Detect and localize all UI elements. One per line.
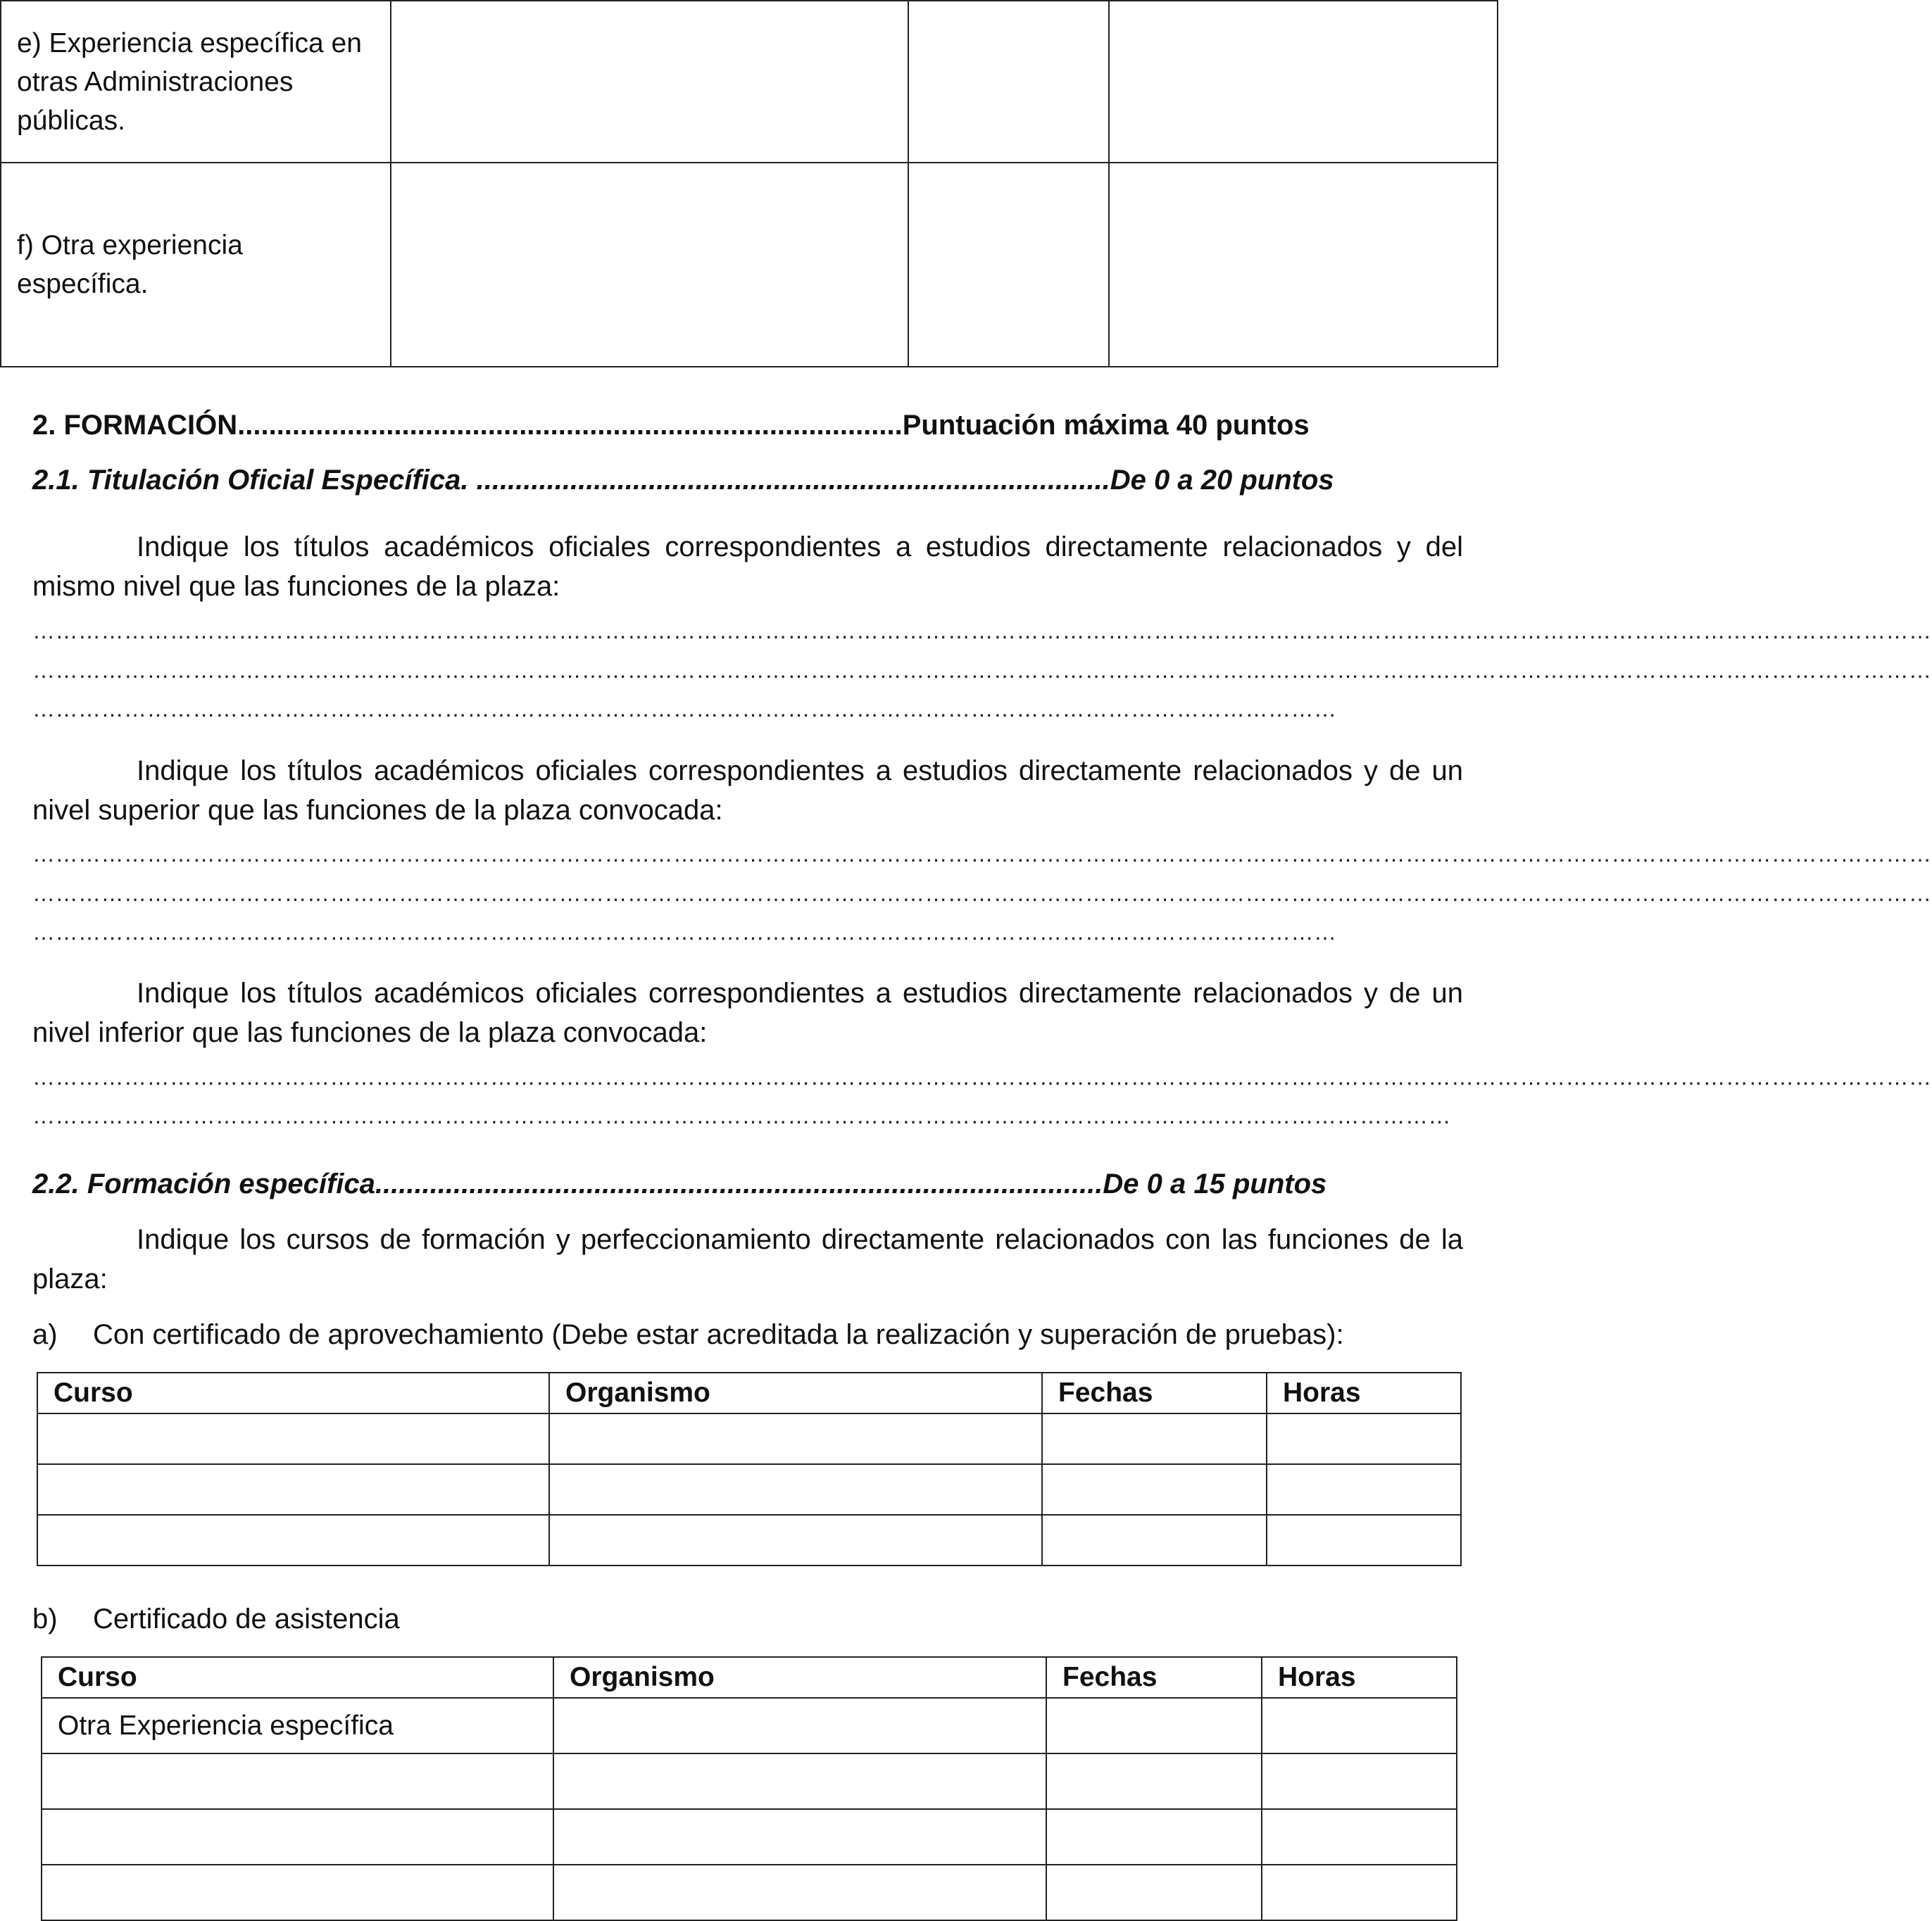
- experience-cell[interactable]: [908, 163, 1109, 367]
- experience-cell[interactable]: [391, 163, 908, 367]
- table-cell[interactable]: [1262, 1809, 1457, 1865]
- experience-cell[interactable]: [1109, 1, 1498, 163]
- table-cell[interactable]: Otra Experiencia específica: [42, 1698, 553, 1753]
- answer-line[interactable]: ………………………………………………………………………………………………………………………………………………………: [32, 919, 1337, 945]
- item-b-marker: b): [32, 1604, 58, 1635]
- item-a-marker: a): [32, 1319, 58, 1350]
- table-row: [37, 1515, 1461, 1566]
- table-row: [42, 1753, 1457, 1809]
- experience-cell[interactable]: [1109, 163, 1498, 367]
- subsection-heading-formacion-especifica: 2.2. Formación específica.............................................................................................De 0 a 15 puntos: [32, 1169, 1327, 1199]
- instruction-paragraph: Indique los títulos académicos oficiales correspondientes a estudios directamente relacionados y de un nivel superior que las funciones de la plaza convocada:: [32, 755, 1463, 826]
- experience-table: [0, 0, 1498, 367]
- table-row: [37, 1413, 1461, 1464]
- table-row: [42, 1698, 1457, 1753]
- table-cell[interactable]: [1267, 1515, 1461, 1566]
- item-b-label: [32, 1601, 400, 1637]
- table-cell[interactable]: [1267, 1464, 1461, 1515]
- table-header-row: [42, 1657, 1457, 1698]
- table-cell[interactable]: [1262, 1698, 1457, 1753]
- answer-line[interactable]: ………………………………………………………………………………………………………………………………………………………: [32, 696, 1337, 722]
- answer-line[interactable]: ……………………………………………………………………………………………………………………………………………………………………………………………………………………………: [32, 881, 1932, 906]
- table-cell[interactable]: [1046, 1865, 1262, 1920]
- table-cell[interactable]: [549, 1515, 1042, 1566]
- instruction-paragraph: Indique los cursos de formación y perfeccionamiento directamente relacionados con las funciones de la plaza:: [32, 1224, 1463, 1295]
- table-cell[interactable]: [1042, 1464, 1267, 1515]
- table-cell[interactable]: [37, 1464, 549, 1515]
- item-a-label: [32, 1317, 1344, 1352]
- table-cell[interactable]: [553, 1698, 1046, 1753]
- answer-line[interactable]: ……………………………………………………………………………………………………………………………………………………………………………………………………………………………: [32, 657, 1932, 683]
- table-cell[interactable]: [1267, 1413, 1461, 1464]
- table-cell[interactable]: [42, 1809, 553, 1865]
- table-header-row: [37, 1373, 1461, 1413]
- item-a-text: Con certificado de aprovechamiento (Debe estar acreditada la realización y superación de pruebas):: [93, 1319, 1344, 1350]
- column-header-fechas: Fechas: [1046, 1657, 1262, 1698]
- table-row: [37, 1464, 1461, 1515]
- section-heading-formacion: 2. FORMACIÓN.....................................................................................Puntuación máxima 40 puntos: [32, 410, 1310, 441]
- table-cell[interactable]: [553, 1809, 1046, 1865]
- answer-line[interactable]: ……………………………………………………………………………………………………………………………………………………………………………………………………………………………: [32, 1064, 1932, 1090]
- table-cell[interactable]: [1042, 1413, 1267, 1464]
- table-cell[interactable]: [549, 1464, 1042, 1515]
- table-cell[interactable]: [37, 1515, 549, 1566]
- table-cell[interactable]: [1046, 1809, 1262, 1865]
- table-cell[interactable]: [1262, 1753, 1457, 1809]
- column-header-curso: Curso: [37, 1373, 549, 1413]
- table-row: [42, 1809, 1457, 1865]
- column-header-fechas: Fechas: [1042, 1373, 1267, 1413]
- courses-table-asistencia: [41, 1656, 1457, 1921]
- instruction-paragraph: Indique los títulos académicos oficiales correspondientes a estudios directamente relacionados y del mismo nivel que las funciones de la plaza:: [32, 531, 1463, 602]
- table-cell[interactable]: [42, 1753, 553, 1809]
- subsection-heading-titulacion: 2.1. Titulación Oficial Específica. .................................................................................De 0 a 20 puntos: [32, 465, 1334, 496]
- answer-line[interactable]: ……………………………………………………………………………………………………………………………………………………………………: [32, 1103, 1451, 1128]
- column-header-organismo: Organismo: [549, 1373, 1042, 1413]
- instruction-paragraph: Indique los títulos académicos oficiales correspondientes a estudios directamente relacionados y de un nivel inferior que las funciones de la plaza convocada:: [32, 978, 1463, 1048]
- column-header-organismo: Organismo: [553, 1657, 1046, 1698]
- table-row: [1, 163, 1498, 367]
- table-cell[interactable]: [1262, 1865, 1457, 1920]
- courses-table-aprovechamiento: [37, 1372, 1462, 1566]
- answer-line[interactable]: ……………………………………………………………………………………………………………………………………………………………………………………………………………………………: [32, 841, 1932, 867]
- item-b-text: Certificado de asistencia: [93, 1604, 400, 1635]
- column-header-horas: Horas: [1262, 1657, 1457, 1698]
- table-row: [42, 1865, 1457, 1920]
- table-cell[interactable]: [37, 1413, 549, 1464]
- table-cell[interactable]: [553, 1865, 1046, 1920]
- column-header-curso: Curso: [42, 1657, 553, 1698]
- table-cell[interactable]: [42, 1865, 553, 1920]
- experience-label-e: e) Experiencia específica en otras Administraciones públicas.: [1, 1, 391, 163]
- table-cell[interactable]: [1042, 1515, 1267, 1566]
- table-cell[interactable]: [1046, 1698, 1262, 1753]
- answer-line[interactable]: ……………………………………………………………………………………………………………………………………………………………………………………………………………………………: [32, 618, 1932, 643]
- table-cell[interactable]: [1046, 1753, 1262, 1809]
- table-cell[interactable]: [549, 1413, 1042, 1464]
- experience-cell[interactable]: [391, 1, 908, 163]
- experience-label-f: f) Otra experiencia específica.: [1, 163, 391, 367]
- experience-cell[interactable]: [908, 1, 1109, 163]
- table-row: [1, 1, 1498, 163]
- table-cell[interactable]: [553, 1753, 1046, 1809]
- column-header-horas: Horas: [1267, 1373, 1461, 1413]
